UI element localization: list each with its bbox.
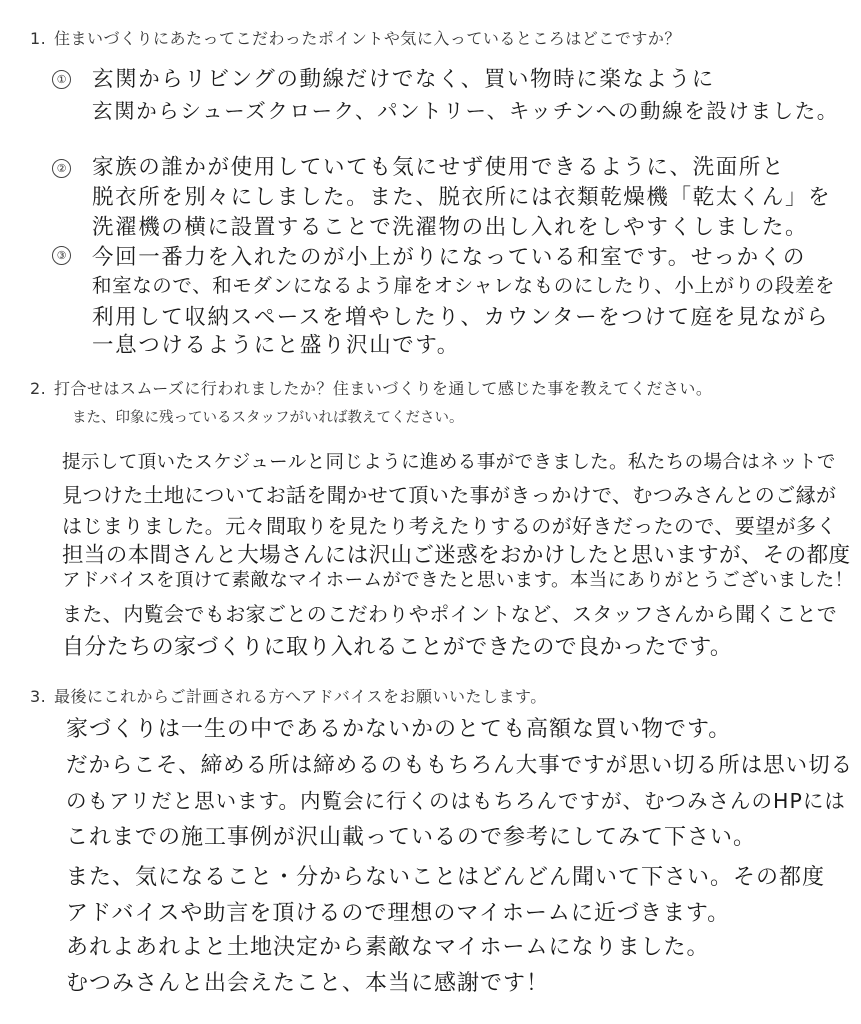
answer-2-line-6: また、内覧会でもお家ごとのこだわりやポイントなど、スタッフさんから聞くことで [62, 602, 838, 626]
item-2-line-1: 家族の誰かが使用していても気にせず使用できるように、洗面所と [92, 155, 786, 180]
item-3-line-3: 利用して収納スペースを増やしたり、カウンターをつけて庭を見ながら [92, 305, 830, 330]
answer-2-line-1: 提示して頂いたスケジュールと同じように進める事ができました。私たちの場合はネットで [62, 452, 836, 473]
answer-3-line-8: むつみさんと出会えたこと、本当に感謝です！ [66, 971, 550, 996]
question-2-subtext: また、印象に残っているスタッフがいれば教えてください。 [72, 410, 464, 426]
question-2 [30, 376, 712, 399]
question-3-number: 3. [30, 687, 47, 706]
item-3-marker: ③ [52, 246, 71, 265]
answer-2-line-2: 見つけた土地についてお話を聞かせて頂いた事がきっかけで、むつみさんとのご縁が [62, 483, 837, 507]
item-2-marker: ② [52, 159, 71, 178]
item-1-marker: ① [52, 70, 71, 89]
item-2-line-2: 脱衣所を別々にしました。また、脱衣所には衣類乾燥機「乾太くん」を [92, 185, 832, 210]
answer-2-line-4: 担当の本間さんと大場さんには沢山ご迷惑をおかけしたと思いますが、その都度 [62, 543, 851, 568]
question-1-number: 1. [30, 29, 47, 48]
question-2-text: 打合せはスムーズに行われましたか？住まいづくりを通して感じた事を教えてください。 [54, 379, 713, 398]
answer-3-line-4: これまでの施工事例が沢山載っているので参考にしてみて下さい。 [66, 825, 757, 850]
answer-3-line-6: アドバイスや助言を頂けるので理想のマイホームに近づきます。 [66, 901, 731, 926]
question-1 [30, 26, 681, 49]
answer-3-line-3: のもアリだと思います。内覧会に行くのはもちろんですが、むつみさんのHPには [66, 789, 846, 813]
item-2-line-3: 洗濯機の横に設置することで洗濯物の出し入れをしやすくしました。 [92, 215, 809, 240]
item-1-line-2: 玄関からシューズクローク、パントリー、キッチンへの動線を設けました。 [92, 99, 839, 123]
item-3-line-1: 今回一番力を入れたのが小上がりになっている和室です。せっかくの [92, 245, 806, 270]
question-3 [30, 684, 547, 707]
answer-2-line-5: アドバイスを頂けて素敵なマイホームができたと思います。本当にありがとうございました！ [62, 570, 854, 591]
answer-3-line-5: また、気になること・分からないことはどんどん聞いて下さい。その都度 [66, 865, 826, 890]
answer-3-line-7: あれよあれよと土地決定から素敵なマイホームになりました。 [66, 935, 710, 960]
item-3-line-4: 一息つけるようにと盛り沢山です。 [92, 333, 460, 358]
question-3-text: 最後にこれからご計画される方へアドバイスをお願いいたします。 [54, 687, 547, 706]
answer-2-line-7: 自分たちの家づくりに取り入れることができたので良かったです。 [62, 635, 733, 660]
question-2-number: 2. [30, 379, 47, 398]
item-1-line-1: 玄関からリビングの動線だけでなく、買い物時に楽なように [92, 67, 715, 92]
item-3-line-2: 和室なので、和モダンになるよう扉をオシャレなものにしたり、小上がりの段差を [92, 274, 836, 297]
answer-2-line-3: はじまりました。元々間取りを見たり考えたりするのが好きだったので、要望が多く [62, 514, 837, 538]
answer-3-line-2: だからこそ、締める所は締めるのももちろん大事ですが思い切る所は思い切る [66, 753, 854, 778]
answer-3-line-1: 家づくりは一生の中であるかないかのとても高額な買い物です。 [66, 717, 732, 742]
question-1-text: 住まいづくりにあたってこだわったポイントや気に入っているところはどこですか？ [54, 29, 681, 48]
